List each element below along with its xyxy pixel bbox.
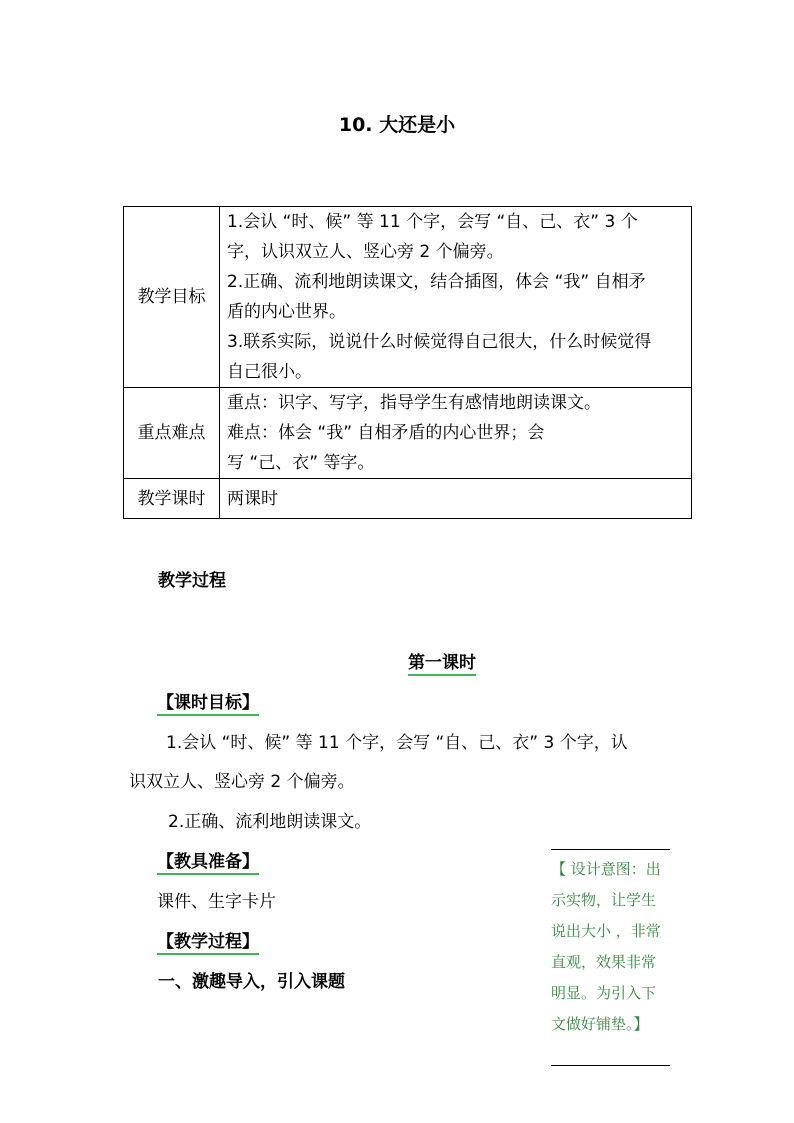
step-1-heading: 一、激趣导入，引入课题 — [158, 972, 345, 992]
key-point-line: 重点：识字、写字，指导学生有感情地朗读课文。 — [227, 393, 601, 413]
tools-text: 课件、生字卡片 — [157, 892, 276, 912]
row-label-objectives: 教学目标 — [124, 207, 220, 388]
table-row — [124, 207, 692, 388]
goal-item-1-line-2: 识双立人、竖心旁 2 个偏旁。 — [129, 772, 355, 792]
lesson-title: 第一课时 — [408, 653, 476, 676]
note-line: 直观，效果非常 — [551, 953, 657, 971]
note-divider — [551, 1065, 670, 1066]
process-heading: 教学过程 — [158, 571, 226, 591]
goals-heading: 【课时目标】 — [157, 693, 259, 716]
row-label-periods: 教学课时 — [124, 479, 220, 519]
objective-line: 自己很小。 — [227, 362, 312, 382]
row-label-key-points: 重点难点 — [124, 388, 220, 479]
row-value-key-points — [220, 388, 692, 479]
goal-item-1-line-1: 1.会认 “时、候” 等 11 个字，会写 “自、己、衣” 3 个字，认 — [166, 733, 628, 753]
periods-line: 两课时 — [227, 488, 278, 509]
key-point-line: 写 “己、衣” 等字。 — [227, 453, 375, 473]
key-point-line: 难点：体会 “我” 自相矛盾的内心世界；会 — [227, 423, 545, 443]
objective-line: 2.正确、流利地朗读课文，结合插图，体会 “我” 自相矛 — [227, 272, 646, 292]
objective-line: 字，认识双立人、竖心旁 2 个偏旁。 — [227, 242, 504, 262]
lesson-info-table — [123, 206, 692, 519]
goal-item-2: 2.正确、流利地朗读课文。 — [168, 812, 372, 832]
steps-heading: 【教学过程】 — [157, 932, 259, 955]
tools-heading: 【教具准备】 — [157, 852, 259, 875]
objective-line: 3.联系实际，说说什么时候觉得自己很大，什么时候觉得 — [227, 332, 652, 352]
objective-line: 1.会认 “时、候” 等 11 个字，会写 “自、己、衣” 3 个 — [227, 212, 638, 232]
row-value-periods — [220, 479, 692, 519]
table-row — [124, 388, 692, 479]
note-line: 明显。为引入下 — [551, 984, 657, 1002]
note-line: 说出大小 ，非常 — [551, 922, 661, 940]
note-line: 文做好铺垫。】 — [551, 1015, 649, 1033]
note-line: 示实物，让学生 — [551, 891, 657, 909]
design-intent-note — [551, 849, 670, 1040]
note-line: 【 设计意图：出 — [551, 860, 661, 878]
objective-line: 盾的内心世界。 — [227, 302, 346, 322]
page-title: 10. 大还是小 — [338, 114, 456, 136]
row-value-objectives — [220, 207, 692, 388]
table-row — [124, 479, 692, 519]
